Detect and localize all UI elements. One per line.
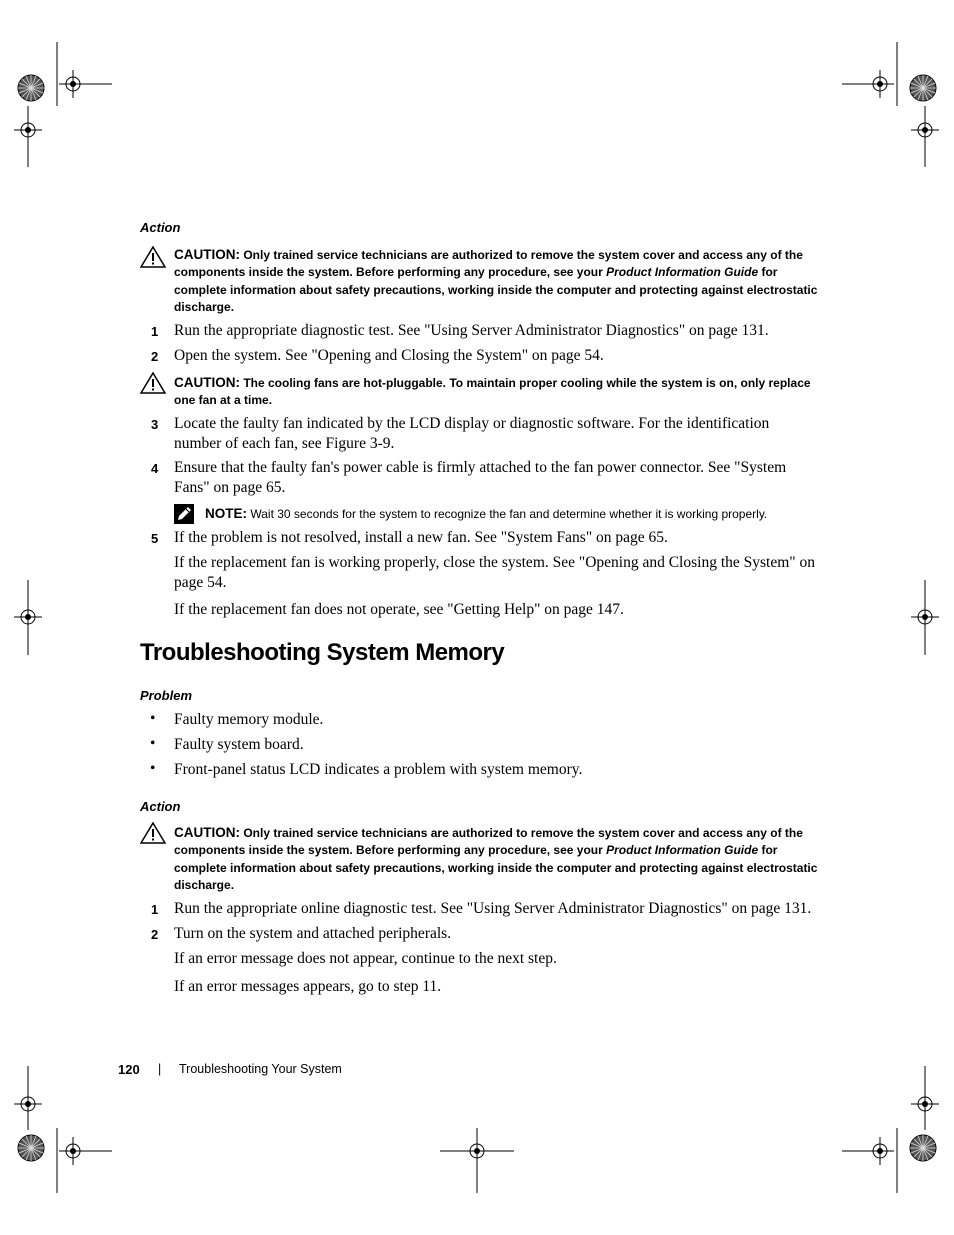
step-number: 3 bbox=[151, 417, 159, 432]
caution-triangle-icon bbox=[140, 372, 166, 394]
caution-text: Only trained service technicians are authorized to remove the system cover and access any of the components inside the system. Before performing any procedure, see your bbox=[174, 826, 803, 858]
step-number: 5 bbox=[151, 531, 159, 546]
action-label: Action bbox=[140, 220, 181, 235]
caution-triangle-icon bbox=[140, 246, 166, 268]
caution-label: CAUTION: bbox=[174, 375, 240, 390]
caution-text: Only trained service technicians are authorized to remove the system cover and access any of the components inside the system. Before performing any procedure, see your bbox=[174, 248, 803, 280]
step-number: 4 bbox=[151, 461, 159, 476]
paragraph: If an error messages appears, go to step 11. bbox=[174, 978, 442, 995]
note-label: NOTE: bbox=[205, 506, 247, 521]
caution-label: CAUTION: bbox=[174, 825, 240, 840]
caution-notice bbox=[174, 246, 824, 316]
step-text: Turn on the system and attached peripherals. bbox=[174, 925, 452, 942]
bullet-item: Faulty system board. bbox=[174, 736, 304, 753]
paragraph: If the replacement fan is working properly, close the system. See "Opening and Closing the System" on page 54. bbox=[174, 554, 815, 591]
footer-separator: | bbox=[158, 1062, 162, 1076]
section-heading: Troubleshooting System Memory bbox=[140, 639, 505, 666]
bullet-marker: • bbox=[150, 710, 156, 727]
bullet-item: Faulty memory module. bbox=[174, 711, 324, 728]
footer-title: Troubleshooting Your System bbox=[179, 1062, 342, 1076]
page-number: 120 bbox=[118, 1062, 140, 1077]
paragraph: If an error message does not appear, continue to the next step. bbox=[174, 950, 557, 967]
step-number: 1 bbox=[151, 902, 159, 917]
caution-notice bbox=[174, 824, 824, 894]
note-text: Wait 30 seconds for the system to recognize the fan and determine whether it is working properly. bbox=[250, 507, 768, 521]
bullet-marker: • bbox=[150, 760, 156, 777]
problem-label: Problem bbox=[140, 688, 193, 703]
action-label: Action bbox=[140, 799, 181, 814]
step-text: Locate the faulty fan indicated by the LCD display or diagnostic software. For the identification number of each fan, see Figure 3-9. bbox=[174, 415, 770, 452]
note-pencil-icon bbox=[174, 504, 194, 524]
step-number: 1 bbox=[151, 324, 159, 339]
step-number: 2 bbox=[151, 927, 159, 942]
caution-guide-title: Product Information Guide bbox=[606, 265, 759, 280]
note-notice bbox=[205, 505, 825, 523]
caution-notice bbox=[174, 374, 824, 410]
caution-label: CAUTION: bbox=[174, 247, 240, 262]
bullet-item: Front-panel status LCD indicates a problem with system memory. bbox=[174, 761, 583, 778]
step-text: Open the system. See "Opening and Closing the System" on page 54. bbox=[174, 347, 604, 364]
step-text: If the problem is not resolved, install a new fan. See "System Fans" on page 65. bbox=[174, 529, 668, 546]
caution-guide-title: Product Information Guide bbox=[606, 843, 759, 858]
caution-text-cont: for complete information about safety precautions, working inside the computer and protecting against electrostatic discharge. bbox=[174, 265, 818, 314]
bullet-marker: • bbox=[150, 735, 156, 752]
caution-text: The cooling fans are hot-pluggable. To maintain proper cooling while the system is on, only replace one fan at a time. bbox=[174, 376, 811, 408]
step-text: Run the appropriate diagnostic test. See "Using Server Administrator Diagnostics" on page 131. bbox=[174, 322, 769, 339]
step-text: Run the appropriate online diagnostic test. See "Using Server Administrator Diagnostics" on page 131. bbox=[174, 900, 812, 917]
caution-triangle-icon bbox=[140, 822, 166, 844]
paragraph: If the replacement fan does not operate, see "Getting Help" on page 147. bbox=[174, 601, 624, 618]
step-text: Ensure that the faulty fan's power cable is firmly attached to the fan power connector. See "System Fans" on page 65. bbox=[174, 459, 787, 496]
caution-text-cont: for complete information about safety precautions, working inside the computer and protecting against electrostatic discharge. bbox=[174, 843, 818, 892]
step-number: 2 bbox=[151, 349, 159, 364]
